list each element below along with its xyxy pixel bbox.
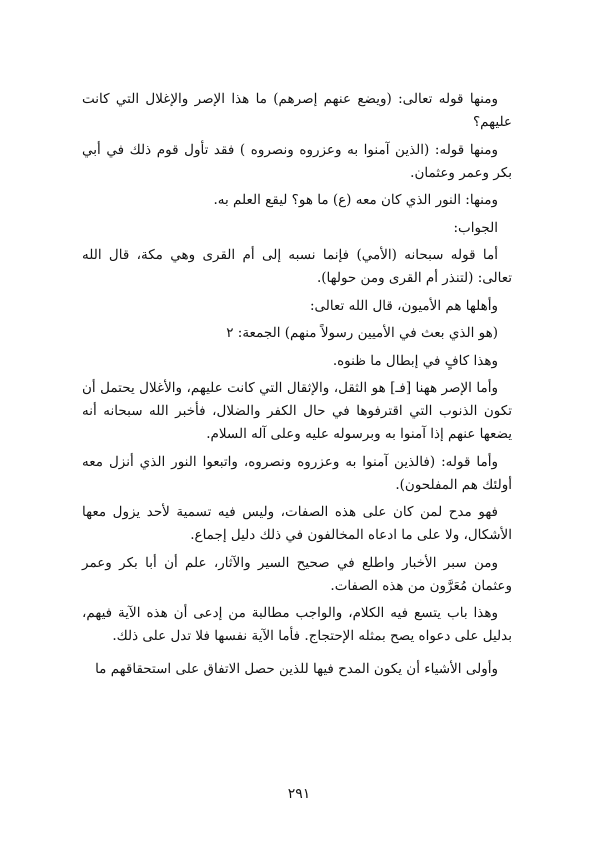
answer-heading: الجواب:	[453, 219, 498, 236]
page-number: ٢٩١	[287, 786, 311, 802]
paragraph-question-azzaruh: ومنها قوله: (الذين آمنوا به وعزروه ونصروه ) فقد تأول قوم ذلك في أبي بكر وعمر وعثمان.	[82, 141, 512, 181]
paragraph-kafin: وهذا كافٍ في إبطال ما ظنوه.	[332, 352, 498, 369]
paragraph-isr-answer: وأما الإصر ههنا [فـ] هو الثقل، والإثقال التي كانت عليهم، والأغلال يحتمل أن تكون الذنوب التي اقترفوها في حال الكفر والضلال، فأخبر الله سبحانه أنه يضعها عنهم إذا آمنوا به وبرسوله عليه وعلى آله السلام.	[82, 380, 512, 442]
paragraph-madh: فهو مدح لمن كان على هذه الصفات، وليس فيه تسمية لأحد يزول معها الأشكال، ولا على ما ادعاه المخالفون في ذلك دليل إجماع.	[82, 504, 512, 543]
paragraph-question-isr: ومنها قوله تعالى: (ويضع عنهم إصرهم) ما هذا الإصر والإغلال التي كانت عليهم؟	[82, 91, 512, 130]
paragraph-bab: وهذا باب يتسع فيه الكلام، والواجب مطالبة من إدعى أن هذه الآية فيهم، بدليل على دعواه يصح بمثله الإحتجاج. فأما الآية نفسها فلا تدل على ذلك.	[82, 605, 512, 644]
paragraph-quote-jumuah: (هو الذي بعث في الأميين رسولاً منهم) الجمعة: ٢	[226, 325, 498, 341]
paragraph-akhbar: ومن سبر الأخبار واطلع في صحيح السير والآثار، علم أن أبا بكر وعمر وعثمان مُعَرَّون من هذه الصفات.	[82, 554, 512, 594]
paragraph-quote-muflihun: وأما قوله: (فالذين آمنوا به وعزروه ونصروه، واتبعوا النور الذي أنزل معه أولئك هم المفلحون).	[82, 453, 512, 493]
paragraph-question-nur: ومنها: النور الذي كان معه (ع) ما هو؟ ليقع العلم به.	[213, 192, 498, 208]
paragraph-ummi: أما قوله سبحانه (الأمي) فإنما نسبه إلى أم القرى وهي مكة، قال الله تعالى: (لتنذر أم القرى ومن حولها).	[82, 247, 512, 286]
paragraph-awla: وأولى الأشياء أن يكون المدح فيها للذين حصل الاتفاق على استحقاقهم ما	[95, 661, 498, 677]
paragraph-ummiyyun: وأهلها هم الأميون، قال الله تعالى:	[310, 297, 498, 314]
